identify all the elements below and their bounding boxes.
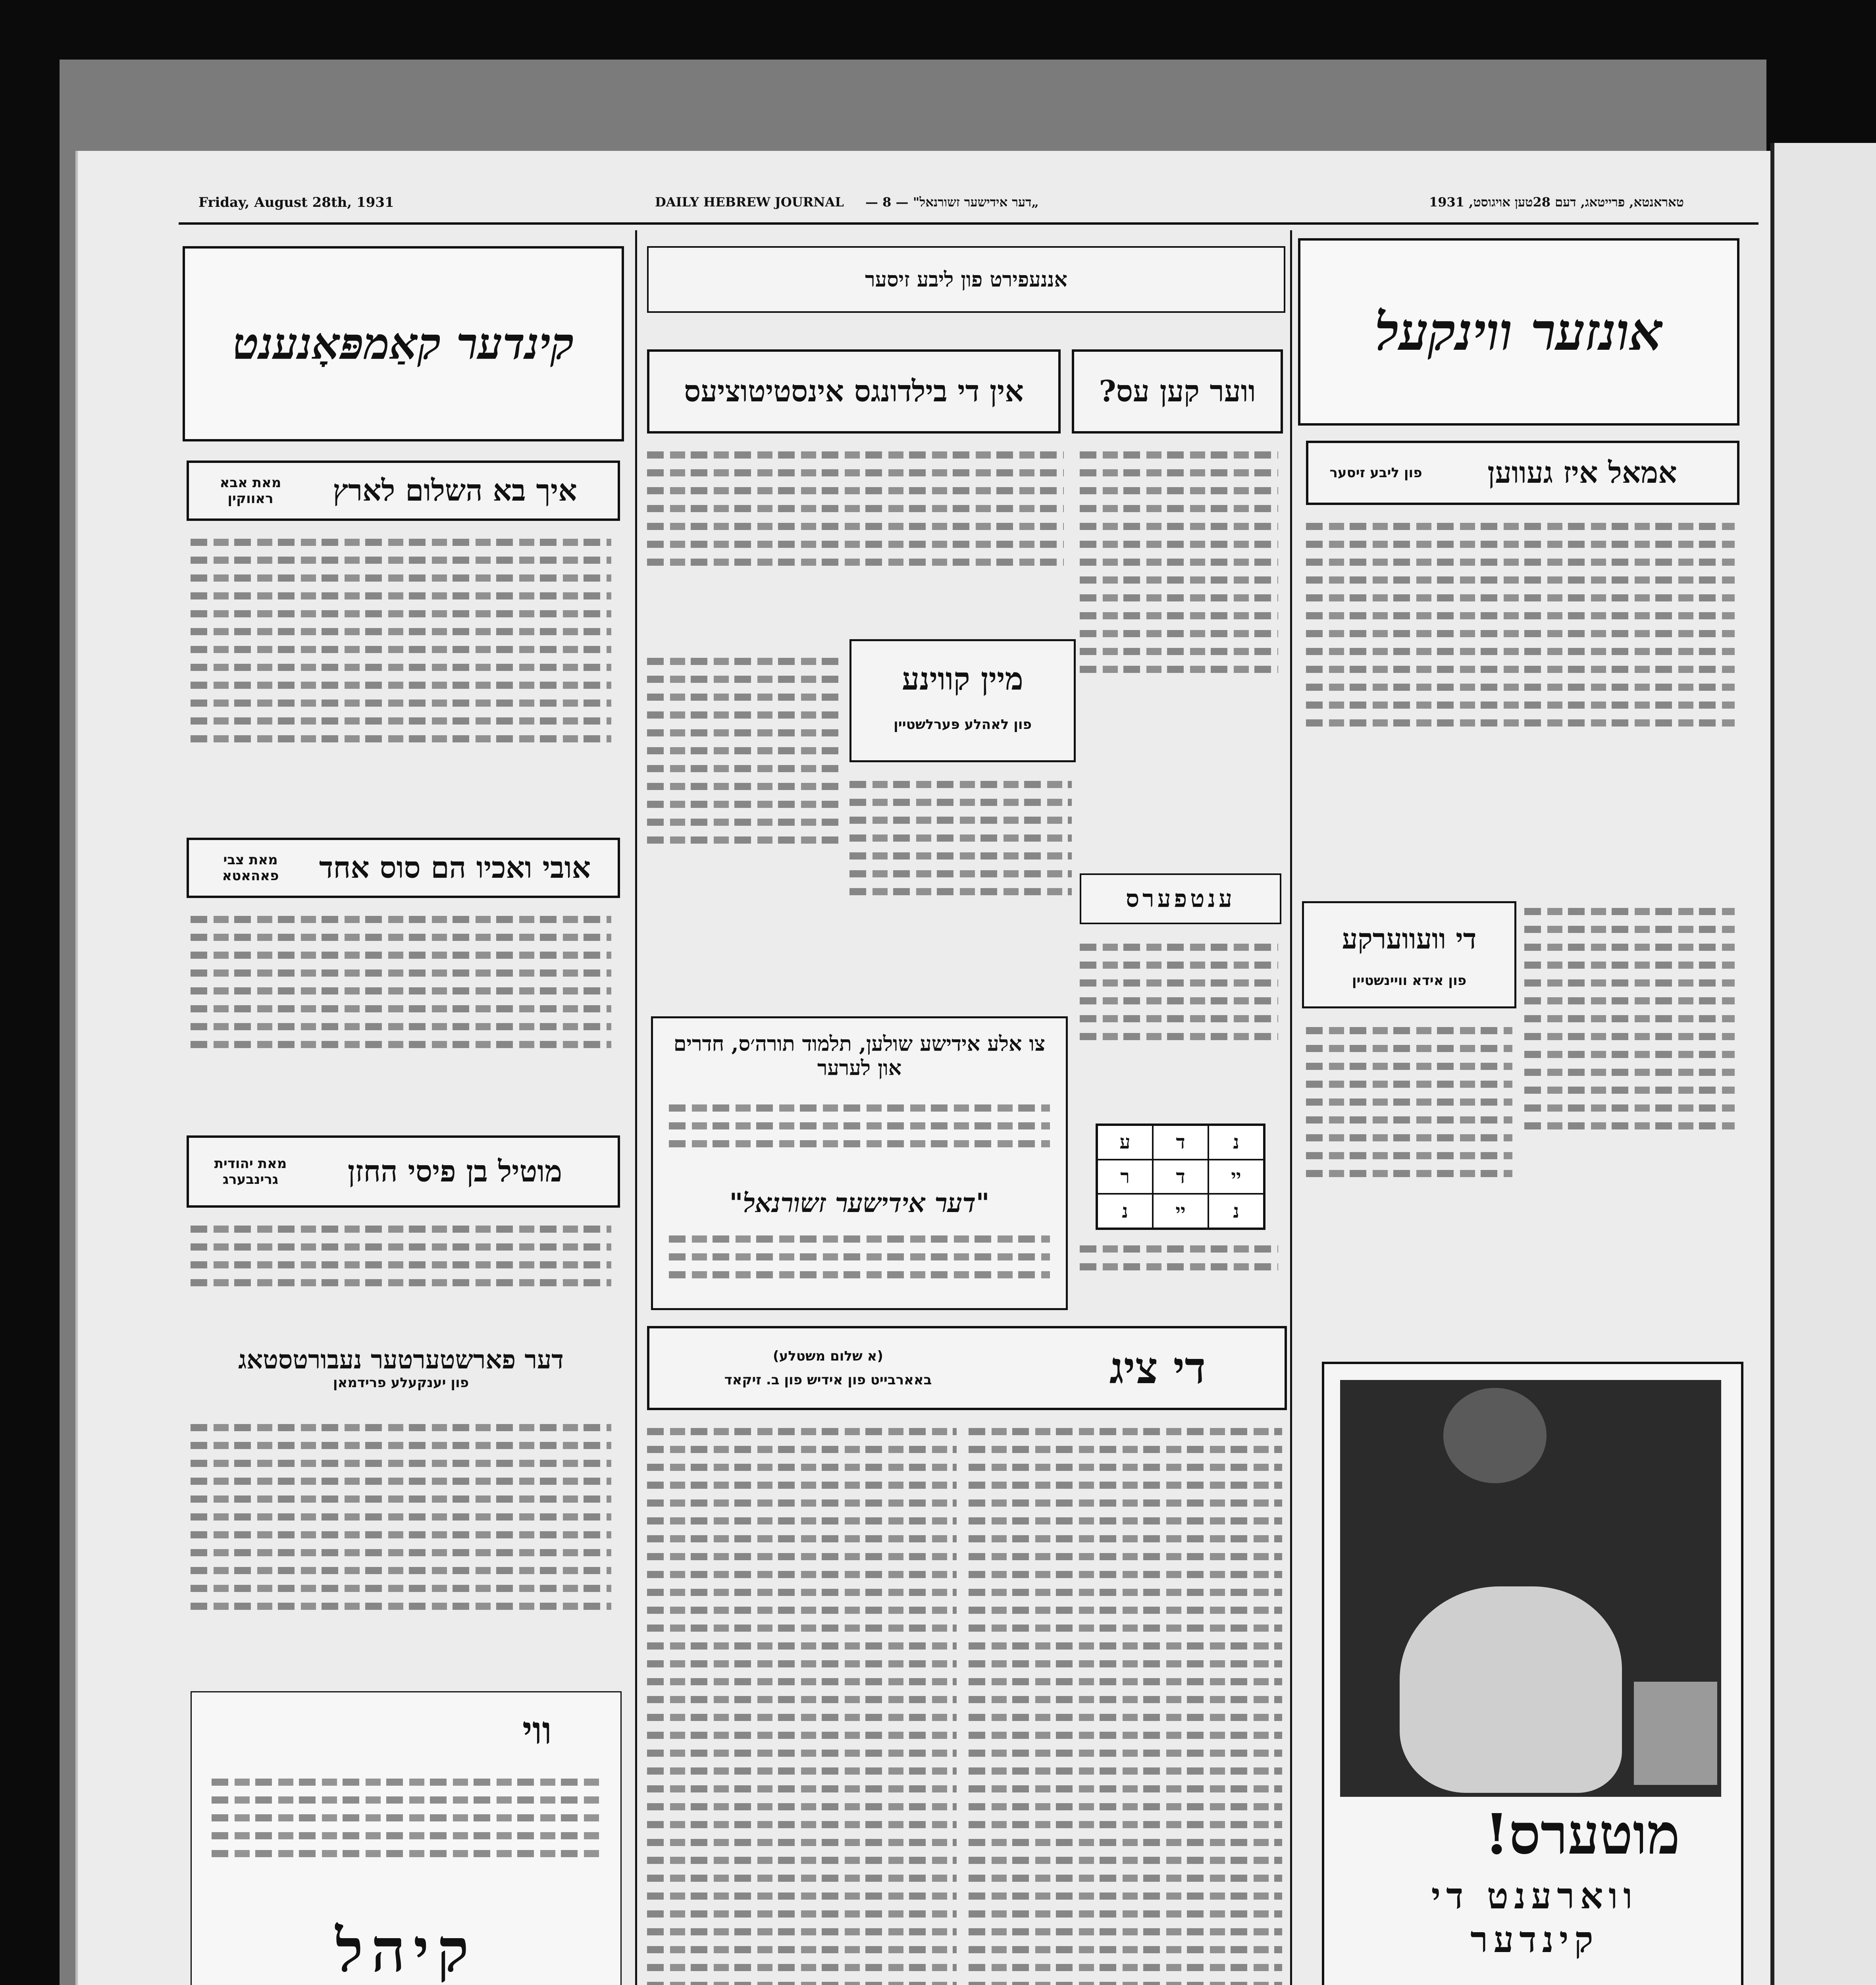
journal-name: "דער אידישער זשורנאל" [729, 1187, 990, 1218]
folio-center: DAILY HEBREW JOURNAL [655, 195, 844, 210]
puzzle-cell: ע [1097, 1125, 1153, 1160]
puzzle-cell: יי [1208, 1160, 1264, 1194]
schools-notice [651, 1016, 1068, 1310]
article-body [647, 647, 842, 1004]
folio-left: Friday, August 28th, 1931 [198, 195, 394, 210]
drama-body-left [647, 1417, 957, 1985]
corner-logo-box [1298, 238, 1739, 426]
ad-subhead: ווארענט די [1431, 1875, 1638, 1917]
child-figure [1400, 1586, 1622, 1793]
folio-rule [179, 222, 1759, 225]
headline-box [187, 461, 620, 521]
story-body [1306, 512, 1735, 885]
answers-body [1080, 933, 1278, 1112]
puzzle-cell: נ [1097, 1194, 1153, 1228]
headline-box [187, 838, 620, 898]
ad-subhead-2: קינדער [1470, 1919, 1599, 1961]
story-byline: פון ליבע זיסער [1329, 465, 1422, 481]
article-body [647, 441, 1064, 647]
answers-box [1080, 873, 1281, 924]
folio-center-yiddish: „דער אידישער זשורנאל" — 8 — [865, 195, 1039, 210]
schools-notice-title: צו אלע אידישע שולען, תלמוד תורה׳ס, חדרים און לערער [673, 1032, 1046, 1080]
drama-byline: באארבייט פון אידיש פון ב. זיקאד [724, 1372, 932, 1388]
adjacent-page-edge [1770, 143, 1876, 1985]
who-knows-box [1072, 349, 1283, 434]
puzzle-cell: יי [1153, 1194, 1208, 1228]
article-body [191, 905, 611, 1127]
story-body-cont [1524, 897, 1735, 1302]
column-rule [1290, 230, 1292, 1985]
poem-title: מיין קווינע [902, 661, 1023, 697]
poem-title: די וועווערקע [1342, 922, 1477, 955]
poem-byline: פון לאהלע פּערלשטיין [894, 717, 1032, 732]
folio-right: טאראנטא, פרייטאג, דעם 28טען אויגוסט, 1931 [1429, 195, 1684, 210]
policeman-head [1443, 1388, 1547, 1483]
corner-logo: אונזער ווינקעל [1375, 301, 1663, 362]
ad-illustration-policeman-child [1340, 1380, 1721, 1797]
headline: מוטיל בן פיסי החזן [347, 1154, 562, 1189]
headline: אובי ואכיו הם סוס אחד [319, 850, 591, 885]
riddles-editor: אננעפירט פון ליבע זיסער [865, 267, 1067, 292]
story-title: אמאל איז געווען [1487, 455, 1677, 490]
story-byline: פון יענקעלע פרידמאן [333, 1374, 469, 1391]
puzzle-cell: ד [1153, 1160, 1208, 1194]
ad-kiehl: קיהל [335, 1916, 477, 1985]
schools-notice-body [669, 1094, 1050, 1181]
puzzle-questions [1080, 441, 1278, 854]
byline: מאת צבי פאהאטא [222, 852, 279, 884]
riddles-banner [647, 246, 1285, 313]
headline-box [187, 1135, 620, 1208]
puzzle-cell: נ [1208, 1194, 1264, 1228]
story-headline [191, 1334, 611, 1401]
education-title: אין די בילדונגס אינסטיטוציעס [684, 374, 1024, 409]
ad-copy [212, 1768, 601, 1887]
puzzle-grid [1096, 1124, 1265, 1230]
drama-title-box [647, 1326, 1287, 1410]
children-corner-logo: קינדער קאַמפּאָנענט [232, 318, 574, 369]
poem-byline: פון אידא וויינשטיין [1352, 973, 1467, 989]
who-knows-title: ווער קען עס? [1099, 374, 1256, 409]
puzzle-cell: ר [1097, 1160, 1153, 1194]
headline: איך בא השלום לארץ [333, 473, 577, 508]
ad-headline: מוטערס! [1484, 1802, 1680, 1867]
kelloggs-ad [191, 1691, 622, 1985]
ad-copy [1344, 1975, 1721, 1985]
drama-title: די ציג [1109, 1342, 1206, 1393]
poem-box [849, 639, 1076, 762]
schools-notice-body-2 [669, 1225, 1050, 1296]
poem-box [1302, 901, 1516, 1008]
byline: מאת יהודית גרינבערג [214, 1156, 287, 1187]
answers-footer [1080, 1235, 1278, 1298]
article-body [191, 1413, 611, 1683]
article-body [191, 1215, 611, 1326]
ontario-highways-ad [1322, 1362, 1743, 1985]
byline: מאת אבא ראווקין [220, 475, 281, 507]
children-corner-logo-box [183, 246, 624, 441]
car-vignette [1634, 1682, 1717, 1785]
drama-body-right [969, 1417, 1282, 1985]
article-body [191, 528, 611, 830]
story-title-box [1306, 441, 1739, 505]
poem-body [1306, 1016, 1512, 1302]
education-title-box [647, 349, 1061, 434]
puzzle-cell: ד [1153, 1125, 1208, 1160]
column-rule [635, 230, 637, 1985]
puzzle-cell: נ [1208, 1125, 1264, 1160]
drama-subtitle: (א שלום משטלע) [773, 1348, 883, 1364]
poem-body [849, 770, 1072, 1004]
answers-title: ענטפערס [1126, 885, 1235, 913]
story-title: דער פארשטערטער נעבורטסטאג [238, 1345, 564, 1375]
ad-headline: ווי [522, 1707, 552, 1753]
